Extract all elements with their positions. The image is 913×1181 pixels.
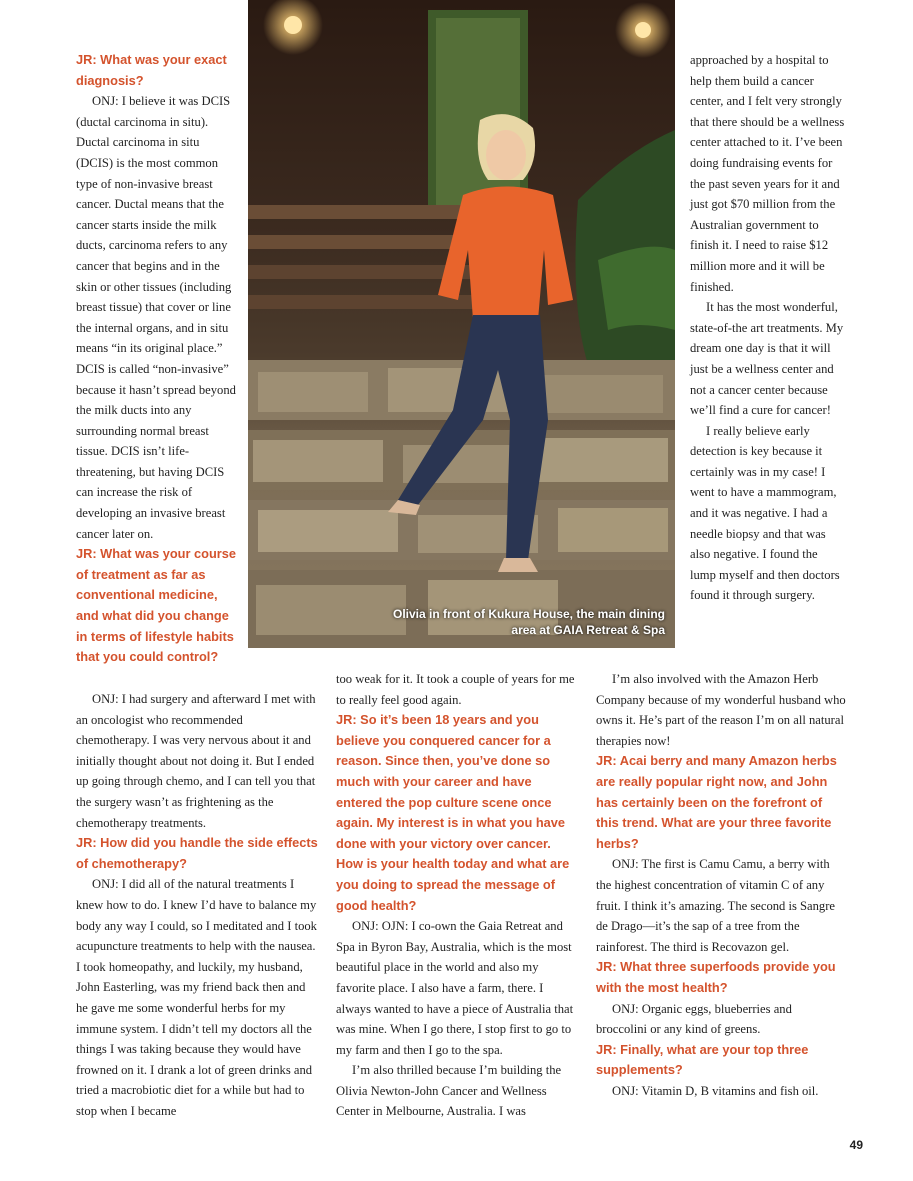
column-3-bottom (596, 669, 846, 1101)
question-diagnosis: JR: What was your exact diagnosis? (76, 52, 227, 88)
photo-illustration (248, 0, 675, 648)
answer-gaia-retreat: ONJ: OJN: I co-own the Gaia Retreat and Spa in Byron Bay, Australia, which is the most beautiful place in the world and also my favorite place. I also have a farm, there. I always wanted to have a piece of Australia that was mine. When I go there, I stop first to go to my farm and then I go to the spa. (336, 919, 574, 1057)
question-side-effects: JR: How did you handle the side effects of chemotherapy? (76, 835, 318, 871)
answer-treatments: It has the most wonderful, state-of-the art treatments. My dream one day is that it will just be a wellness center and not a cancer center because we’ll find a cure for cancer! (690, 300, 844, 418)
page-number: 49 (849, 1138, 863, 1152)
column-2 (336, 669, 580, 1122)
caption-line-1: Olivia in front of Kukura House, the main dining (392, 607, 665, 621)
question-treatment: JR: What was your course of treatment as far as conventional medicine, and what did you change in terms of lifestyle habits that you could control? (76, 546, 236, 665)
answer-cancer-center: I’m also thrilled because I’m building the Olivia Newton-John Cancer and Wellness Center in Melbourne, Australia. I was (336, 1063, 562, 1119)
column-3-top (690, 50, 846, 606)
question-favorite-herbs: JR: Acai berry and many Amazon herbs are really popular right now, and John has certainly been on the forefront of this trend. What are your three favorite herbs? (596, 753, 837, 851)
question-superfoods: JR: What three superfoods provide you with the most health? (596, 959, 836, 995)
caption-line-2: area at GAIA Retreat & Spa (511, 623, 665, 637)
column-1-top (76, 50, 239, 668)
column-1-bottom (76, 689, 318, 1121)
answer-amazon-herb: I’m also involved with the Amazon Herb Company because of my wonderful husband who owns it. He’s part of the reason I’m on all natural therapies now! (596, 672, 846, 748)
answer-treatment: ONJ: I had surgery and afterward I met with an oncologist who recommended chemotherapy. I was very nervous about it and initially thought about not doing it. But I ended up going through chemo, and I can tell you that the surgery wasn’t as frightening as the chemotherapy treatments. (76, 692, 316, 830)
answer-detection: I really believe early detection is key because it certainly was in my case! I went to have a mammogram, and it was negative. I had a needle biopsy and that was also negative. I found the lump myself and then doctors found it through surgery. (690, 423, 840, 603)
photo-caption (365, 606, 665, 638)
answer-hospital: approached by a hospital to help them build a cancer center, and I felt very strongly that there should be a wellness center attached to it. I’ve been doing fundraising events for the past seven years for it and just got $70 million from the Australian government to finish it. I need to raise $12 million more and it will be finished. (690, 53, 845, 294)
feature-photo (248, 0, 675, 648)
answer-diagnosis: ONJ: I believe it was DCIS (ductal carcinoma in situ). Ductal carcinoma in situ (DCIS) is the most common type of non-invasive breast cancer. Ductal means that the cancer starts inside the milk ducts, carcinoma refers to any cancer that begins and in the skin or other tissues (including breast tissue) that cover or line the internal organs, and in situ means “in its original place.” DCIS is called “non-invasive” because it hasn’t spread beyond the milk ducts into any surrounding normal breast tissue. DCIS isn’t life-threatening, but having DCIS can increase the risk of developing an invasive breast cancer later on. (76, 94, 236, 541)
answer-side-effects-continued: too weak for it. It took a couple of years for me to really feel good again. (336, 672, 575, 707)
answer-side-effects: ONJ: I did all of the natural treatments I knew how to do. I knew I’d have to balance my body any way I could, so I meditated and I took acupuncture treatments to help with the nausea. I took homeopathy, and luckily, my husband, John Easterling, was my friend back then and he gave me some wonderful herbs for my immune system. I didn’t tell my doctors all the things I was taking because they would have frowned on it. I drank a lot of green drinks and tried a macrobiotic diet for a while but had to stop when I became (76, 877, 317, 1118)
question-supplements: JR: Finally, what are your top three supplements? (596, 1041, 809, 1078)
answer-supplements: ONJ: Vitamin D, B vitamins and fish oil. (612, 1083, 819, 1098)
question-health-today: JR: So it’s been 18 years and you believe you conquered cancer for a reason. Since then, you’ve done so much with your career and have entered the pop culture scene once again. My interest is in what you have done with your victory over cancer. How is your health today and what are you doing to spread the message of good health? (336, 712, 570, 913)
answer-superfoods: ONJ: Organic eggs, blueberries and broccolini or any kind of greens. (596, 1001, 792, 1037)
answer-favorite-herbs: ONJ: The first is Camu Camu, a berry with the highest concentration of vitamin C of any fruit. I think it’s amazing. The second is Sangre de Drago—it’s the sap of a tree from the rainforest. The third is Recovazon gel. (596, 857, 835, 954)
